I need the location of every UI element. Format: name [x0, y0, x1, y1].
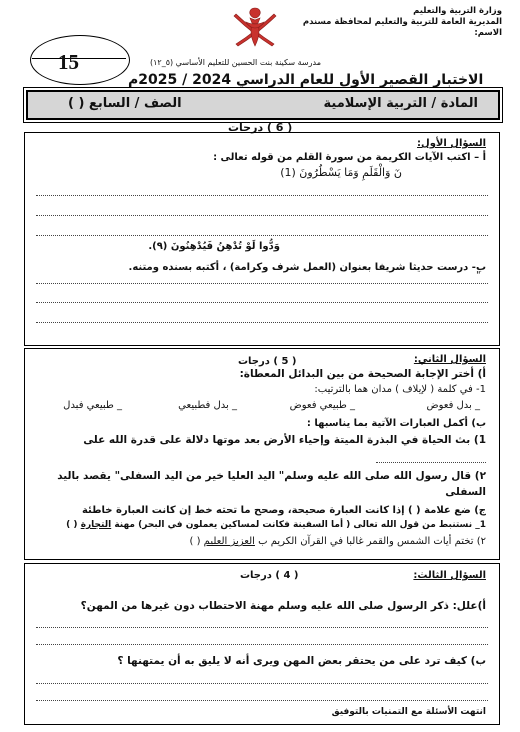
subject-bar	[26, 90, 500, 120]
subject-label: المادة / التربية الإسلامية	[323, 96, 478, 111]
q1-b-prompt: ب- درست حديثا شريفا بعنوان (العمل شرف وكرامة) ، أكتبه بسنده ومتنه.	[128, 262, 486, 273]
q3-b-prompt: ب) كيف ترد على من يحتقر بعض المهن ويرى أنه لا يليق به أن يمتهنها ؟	[117, 655, 486, 667]
answer-line[interactable]	[36, 283, 488, 284]
q2-b-prompt: ب) أكمل العبارات الآتية بما يناسبها :	[306, 418, 486, 429]
option-1[interactable]: _ بدل فعوض	[426, 400, 480, 411]
q2-c-item-2	[190, 536, 487, 547]
fill-blank-line[interactable]	[376, 462, 486, 463]
q2-c-item-2-bracket[interactable]: ( )	[189, 536, 201, 547]
q2-c-item-1-text: 1_ نستنبط من قول الله تعالى ( أما السفينة فكانت لمساكين يعملون في البحر) مهنة	[114, 520, 486, 530]
quote-mark: "	[476, 270, 481, 281]
q3-title: السؤال الثالث:	[413, 570, 486, 581]
q2-b-item-1: 1) بث الحياة في البذرة الميتة وإحياء الأرض بعد موتها دلالة على قدرة الله على	[83, 434, 486, 446]
q2-c-item-1-underlined: التجارة	[80, 520, 112, 530]
q1-frame	[24, 132, 500, 346]
q2-a-item-1: 1- في كلمة ( لإيلاف ) مدان هما بالترتيب:	[314, 384, 486, 395]
answer-line[interactable]	[36, 302, 488, 303]
q2-b-item-2-cont: السفلى	[445, 486, 486, 498]
q2-a-prompt: أ) أختر الإجابة الصحيحة من بين البدائل المعطاة:	[239, 368, 486, 380]
q2-c-item-2-underlined: العزيز العليم	[203, 536, 255, 547]
answer-line[interactable]	[36, 195, 488, 196]
ministry-line-2: المديرية العامة للتربية والتعليم لمحافظة مسندم	[302, 17, 502, 27]
q2-c-item-1-bracket[interactable]: ( )	[66, 520, 78, 530]
answer-line[interactable]	[36, 644, 488, 645]
q3-a-prompt: أ)علل: ذكر الرسول صلى الله عليه وسلم مهنة الاحتطاب دون غيرها من المهن؟	[80, 600, 486, 612]
q2-title: السؤال الثاني:	[413, 354, 486, 365]
q1-a-verse-end: وَدُّوا لَوْ تُدْهِنُ فَيُدْهِنُونَ (٩).	[148, 241, 280, 252]
option-3[interactable]: _ بدل فطبيعي	[178, 400, 237, 411]
answer-line[interactable]	[36, 322, 488, 323]
score-divider	[32, 58, 126, 59]
q2-b-item-2: ٢) قال رسول الله صلى الله عليه وسلم" اليد العليا خير من اليد السفلى" يقصد باليد	[57, 470, 486, 482]
option-4[interactable]: _ طبيعي فبدل	[63, 400, 122, 411]
exam-title: الاختبار القصير الأول للعام الدراسي 2024 / 2025م	[128, 72, 484, 88]
answer-line[interactable]	[36, 215, 488, 216]
grade-label: الصف / السابع ( )	[68, 96, 182, 111]
q1-a-verse-start: نٓ وَالْقَلَمِ وَمَا يَسْطُرُونَ (1)	[280, 166, 402, 179]
answer-line[interactable]	[36, 627, 488, 628]
q2-c-item-1	[66, 520, 486, 530]
oman-emblem-icon	[228, 4, 282, 50]
q2-c-item-2-text: ٢) تختم أيات الشمس والقمر غالبا في القرآن الكريم ب	[258, 536, 486, 547]
ministry-header	[303, 6, 502, 39]
q1-title: السؤال الأول:	[417, 138, 486, 149]
q2-c-prompt: ج) ضع علامة ( ) إذا كانت العبارة صحيحة، وصحح ما تحته خط إن كانت العبارة خاطئة	[81, 505, 486, 516]
q1-marks-text: ( 6 ) درجات	[228, 121, 293, 134]
school-name: مدرسة سكينة بنت الحسين للتعليم الأساسي (٥_١٢)	[150, 58, 321, 67]
q2-marks: ( 5 ) درجات	[238, 356, 297, 367]
name-label: الاسم:	[474, 28, 502, 38]
q1-a-prompt: أ – اكتب الآيات الكريمة من سورة القلم من قوله تعالى :	[213, 152, 486, 163]
exam-footer: انتهت الأسئلة مع التمنيات بالتوفيق	[331, 707, 486, 717]
answer-line[interactable]	[36, 235, 488, 236]
total-score: 15	[58, 50, 79, 74]
answer-line[interactable]	[36, 700, 488, 701]
q3-marks: ( 4 ) درجات	[240, 570, 299, 581]
answer-line[interactable]	[36, 683, 488, 684]
ministry-line-1: وزارة التربية والتعليم	[413, 6, 502, 16]
score-oval	[30, 35, 130, 85]
option-2[interactable]: _ طبيعي فعوض	[289, 400, 355, 411]
